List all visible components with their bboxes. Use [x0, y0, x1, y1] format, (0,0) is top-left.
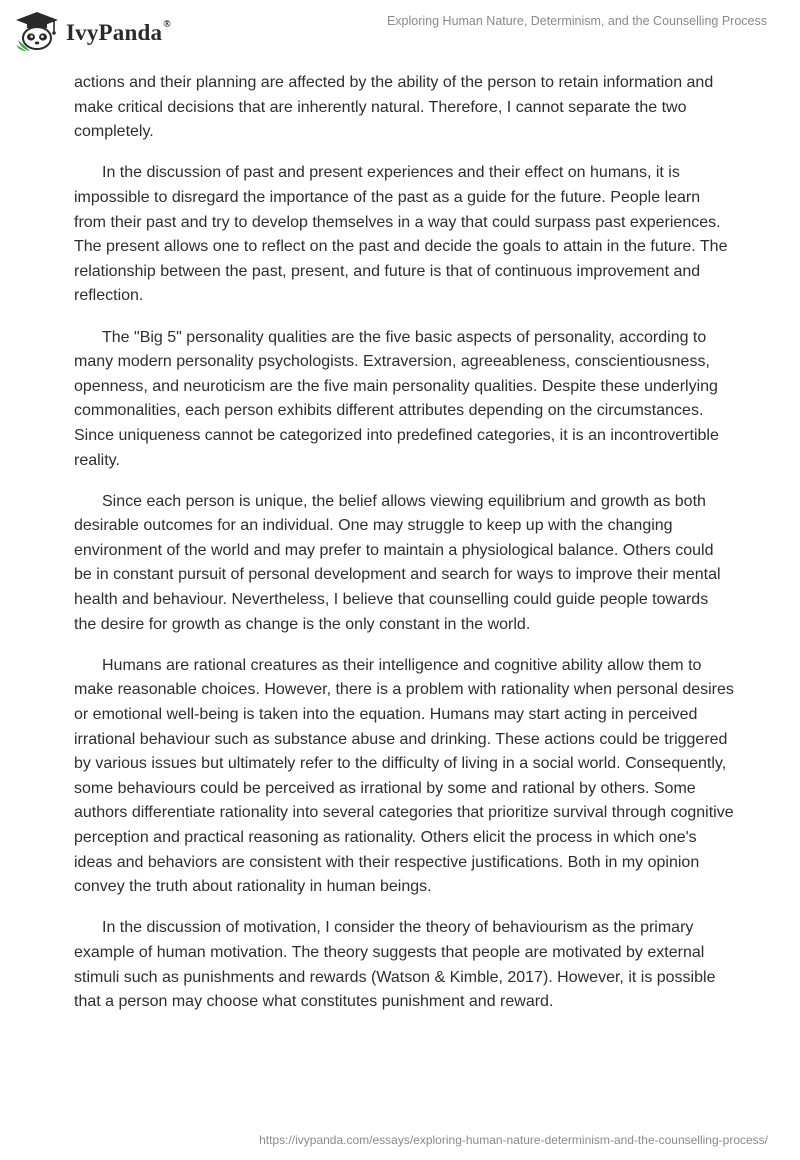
document-title: Exploring Human Nature, Determinism, and the Counselling Process — [386, 14, 767, 28]
logo-wordmark: IvyPanda® — [66, 19, 171, 45]
paragraph: Humans are rational creatures as their intelligence and cognitive ability allow them to make reasonable choices. However, there is a problem with rationality when personal desires or emotional well-being is taken into the equation. Humans may start acting in perceived irrational behaviour such as substance abuse and drinking. These actions could be triggered by various issues but ultimately refer to the difficulty of living in a social world. Consequently, some behaviours could be perceived as irrational by some and rational by others. Some authors differentiate rationality into several categories that prioritize survival through cognitive perception and practical reasoning as rationality. Others elicit the process in which one's ideas and behaviors are consistent with their respective justifications. Both in my opinion convey the truth about rationality in human beings. — [74, 656, 734, 896]
paragraph: In the discussion of past and present experiences and their effect on humans, it is impossible to disregard the importance of the past as a guide for the future. People learn from their past and try to develop themselves in a way that could surpass past experiences. The present allows one to reflect on the past and decide the goals to attain in the future. The relationship between the past, present, and future is that of continuous improvement and reflection. — [74, 164, 728, 305]
paragraph: Since each person is unique, the belief allows viewing equilibrium and growth as both desirable outcomes for an individual. One may struggle to keep up with the changing environment of the world and may prefer to maintain a physiological balance. Others could be in constant pursuit of personal development and search for ways to improve their mental health and behaviour. Nevertheless, I believe that counselling could guide people towards the desire for growth as change is the only constant in the world. — [74, 492, 721, 633]
ivypanda-logo[interactable] — [14, 10, 171, 52]
paragraph: actions and their planning are affected by the ability of the person to retain information and make critical decisions that are inherently natural. Therefore, I cannot separate the two completely. — [74, 74, 714, 141]
source-url[interactable]: https://ivypanda.com/essays/exploring-human-nature-determinism-and-the-counselling-process/ — [259, 1133, 768, 1147]
page-header — [0, 0, 800, 70]
essay-body — [74, 71, 734, 1031]
paragraph: The "Big 5" personality qualities are the five basic aspects of personality, according to many modern personality psychologists. Extraversion, agreeableness, conscientiousness, openness, and neuroticism are the five main personality qualities. Despite these underlying commonalities, each person exhibits different attributes depending on the circumstances. Since uniqueness cannot be categorized into predefined categories, it is an incontrovertible reality. — [74, 328, 719, 469]
registered-mark: ® — [163, 19, 171, 31]
panda-graduation-icon — [14, 10, 60, 52]
paragraph: In the discussion of motivation, I consider the theory of behaviourism as the primary example of human motivation. The theory suggests that people are motivated by external stimuli such as punishments and rewards (Watson & Kimble, 2017). However, it is possible that a person may choose what constitutes punishment and reward. — [74, 919, 716, 1011]
